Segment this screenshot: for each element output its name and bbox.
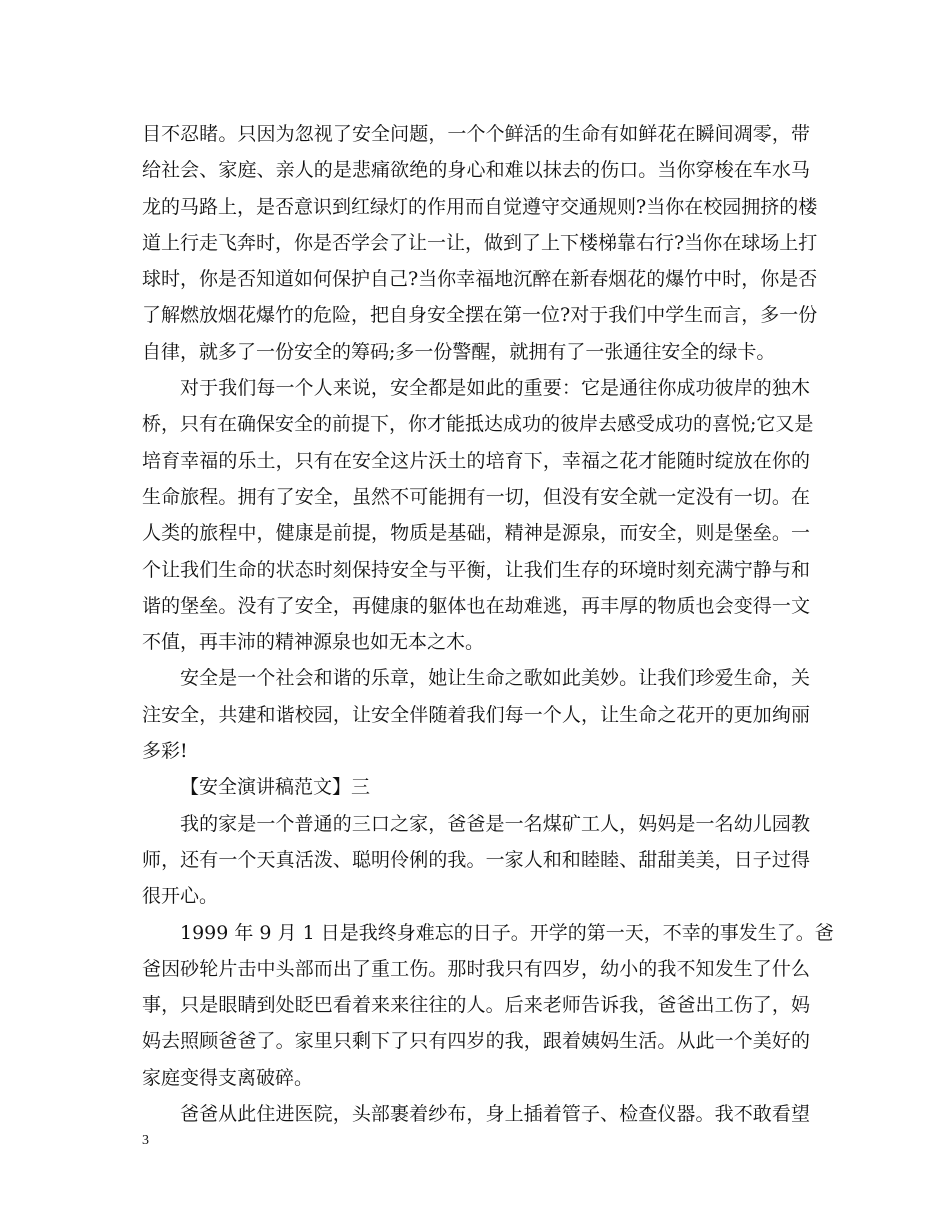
text-line: 目不忍睹。只因为忽视了安全问题，一个个鲜活的生命有如鲜花在瞬间凋零，带 xyxy=(142,123,810,145)
text-line: 了解燃放烟花爆竹的危险，把自身安全摆在第一位?对于我们中学生而言，多一份 xyxy=(142,304,818,327)
text-line: 1999 年 9 月 1 日是我终身难忘的日子。开学的第一天，不幸的事发生了。爸 xyxy=(180,921,834,944)
text-line: 爸因砂轮片击中头部而出了重工伤。那时我只有四岁，幼小的我不知发生了什么 xyxy=(142,957,810,980)
text-line: 谐的堡垒。没有了安全，再健康的躯体也在劫难逃，再丰厚的物质也会变得一文 xyxy=(142,594,810,617)
text-line: 生命旅程。拥有了安全，虽然不可能拥有一切，但没有安全就一定没有一切。在 xyxy=(142,485,810,508)
text-line: 师，还有一个天真活泼、聪明伶俐的我。一家人和和睦睦、甜甜美美，日子过得 xyxy=(142,848,810,871)
text-line: 培育幸福的乐土，只有在安全这片沃土的培育下，幸福之花才能随时绽放在你的 xyxy=(142,449,810,472)
text-line: 多彩! xyxy=(142,740,188,763)
text-line: 给社会、家庭、亲人的是悲痛欲绝的身心和难以抹去的伤口。当你穿梭在车水马 xyxy=(142,159,810,182)
text-line: 个让我们生命的状态时刻保持安全与平衡，让我们生存的环境时刻充满宁静与和 xyxy=(142,558,810,581)
text-line: 桥，只有在确保安全的前提下，你才能抵达成功的彼岸去感受成功的喜悦;它又是 xyxy=(142,413,814,436)
text-line: 很开心。 xyxy=(142,885,219,908)
text-line: 事，只是眼睛到处眨巴看着来来往往的人。后来老师告诉我，爸爸出工伤了，妈 xyxy=(142,994,810,1017)
text-line: 妈去照顾爸爸了。家里只剩下了只有四岁的我，跟着姨妈生活。从此一个美好的 xyxy=(142,1030,810,1053)
text-line: 对于我们每一个人来说，安全都是如此的重要：它是通往你成功彼岸的独木 xyxy=(180,377,810,400)
text-line: 安全是一个社会和谐的乐章，她让生命之歌如此美妙。让我们珍爱生命，关 xyxy=(180,667,810,690)
text-line: 【安全演讲稿范文】三 xyxy=(180,776,371,799)
text-line: 不值，再丰沛的精神源泉也如无本之木。 xyxy=(142,631,485,654)
text-line: 自律，就多了一份安全的筹码;多一份警醒，就拥有了一张通往安全的绿卡。 xyxy=(142,340,776,363)
text-line: 道上行走飞奔时，你是否学会了让一让，做到了上下楼梯靠右行?当你在球场上打 xyxy=(142,231,818,254)
text-line: 注安全，共建和谐校园，让安全伴随着我们每一个人，让生命之花开的更加绚丽 xyxy=(142,703,810,726)
text-line: 龙的马路上，是否意识到红绿灯的作用而自觉遵守交通规则?当你在校园拥挤的楼 xyxy=(142,195,818,218)
text-line: 我的家是一个普通的三口之家，爸爸是一名煤矿工人，妈妈是一名幼儿园教 xyxy=(180,812,810,835)
text-line: 爸爸从此住进医院，头部裹着纱布，身上插着管子、检查仪器。我不敢看望 xyxy=(180,1103,810,1126)
text-line: 家庭变得支离破碎。 xyxy=(142,1066,314,1089)
text-line: 球时，你是否知道如何保护自己?当你幸福地沉醉在新春烟花的爆竹中时，你是否 xyxy=(142,268,818,291)
page-number: 3 xyxy=(142,1133,149,1148)
document-body xyxy=(142,116,834,1132)
text-line: 人类的旅程中，健康是前提，物质是基础，精神是源泉，而安全，则是堡垒。一 xyxy=(142,522,810,545)
